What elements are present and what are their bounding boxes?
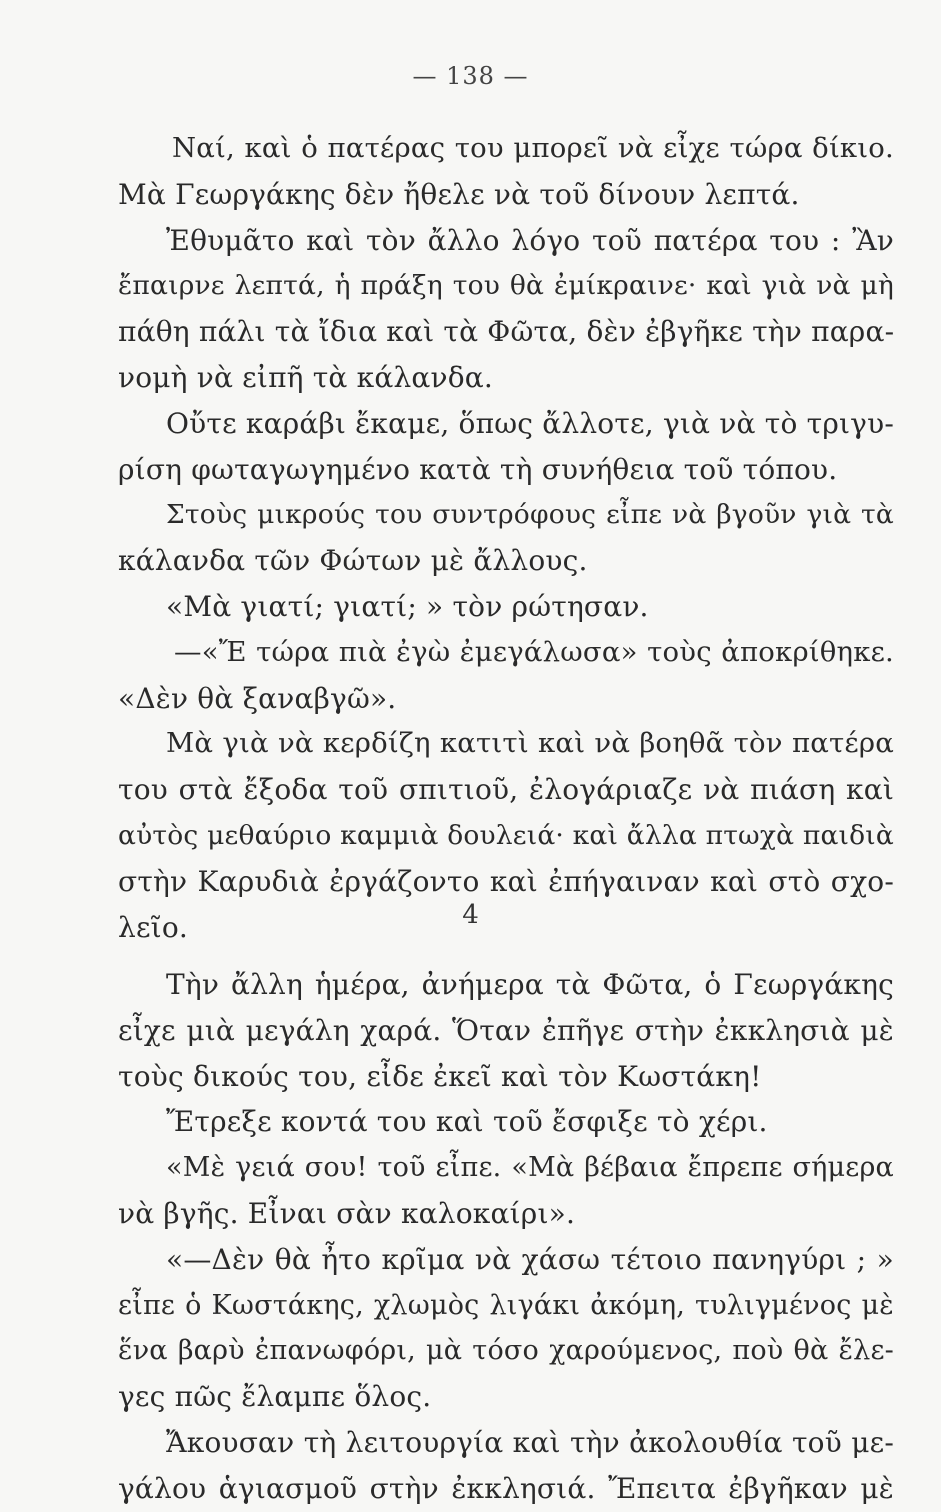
text-line: πάθη πάλι τὰ ἴδια καὶ τὰ Φῶτα, δὲν ἐβγῆκε τὴν παρα- xyxy=(118,315,895,349)
text-line: γάλου ἁγιασμοῦ στὴν ἐκκλησιά. Ἔπειτα ἐβγῆκαν μὲ xyxy=(118,1471,894,1505)
text-line: στὴν Καρυδιὰ ἐργάζοντο καὶ ἐπήγαιναν καὶ στὸ σχο- xyxy=(118,864,894,898)
text-line: Ἔτρεξε κοντά του καὶ τοῦ ἔσφιξε τὸ χέρι. xyxy=(166,1105,768,1139)
text-line: Ναί, καὶ ὁ πατέρας του μπορεῖ νὰ εἶχε τώρα δίκιο. xyxy=(172,132,894,164)
text-line: κάλανδα τῶν Φώτων μὲ ἄλλους. xyxy=(118,544,588,578)
text-line: ἔπαιρνε λεπτά, ἡ πράξη του θὰ ἐμίκραινε· καὶ γιὰ νὰ μὴ xyxy=(118,270,894,302)
text-line: αὐτὸς μεθαύριο καμμιὰ δουλειά· καὶ ἄλλα πτωχὰ παιδιὰ xyxy=(118,819,894,851)
text-line: του στὰ ἔξοδα τοῦ σπιτιοῦ, ἐλογάριαζε νὰ πιάση καὶ xyxy=(118,773,894,807)
text-line: —«Ἔ τώρα πιὰ ἐγὼ ἐμεγάλωσα» τοὺς ἀποκρίθηκε. xyxy=(174,635,894,668)
paragraph-block-2 xyxy=(118,962,894,1512)
text-line: νομὴ νὰ εἰπῆ τὰ κάλανδα. xyxy=(118,360,493,394)
text-line: ἕνα βαρὺ ἐπανωφόρι, μὰ τόσο χαρούμενος, ποὺ θὰ ἔλε- xyxy=(118,1335,894,1367)
text-line: Ἐθυμᾶτο καὶ τὸν ἄλλο λόγο τοῦ πατέρα του : Ἂν xyxy=(166,223,894,257)
text-line: «Δὲν θὰ ξαναβγῶ». xyxy=(118,681,397,715)
text-line: τοὺς δικούς του, εἶδε ἐκεῖ καὶ τὸν Κωστάκη! xyxy=(118,1059,762,1093)
text-line: «Μὲ γειά σου! τοῦ εἶπε. «Μὰ βέβαια ἔπρεπε σήμερα xyxy=(166,1152,894,1184)
text-line: ρίση φωταγωγημένο κατὰ τὴ συνήθεια τοῦ τόπου. xyxy=(118,452,838,486)
text-line: γες πῶς ἔλαμπε ὅλος. xyxy=(118,1380,432,1414)
section-number: 4 xyxy=(462,900,479,930)
text-line: Οὔτε καράβι ἔκαμε, ὅπως ἄλλοτε, γιὰ νὰ τὸ τριγυ- xyxy=(166,406,894,440)
paragraph-block-1 xyxy=(118,126,894,950)
text-line: Ἄκουσαν τὴ λειτουργία καὶ τὴν ἀκολουθία τοῦ με- xyxy=(166,1425,894,1459)
text-line: «Μὰ γιατί; γιατί; » τὸν ρώτησαν. xyxy=(166,589,649,623)
text-line: «—Δὲν θὰ ἦτο κρῖμα νὰ χάσω τέτοιο πανηγύρι ; » xyxy=(166,1242,894,1276)
text-line: Στοὺς μικρούς του συντρόφους εἶπε νὰ βγοῦν γιὰ τὰ xyxy=(166,499,894,531)
text-line: Μὰ γιὰ νὰ κερδίζη κατιτὶ καὶ νὰ βοηθᾶ τὸν πατέρα xyxy=(166,727,894,760)
text-line: νὰ βγῆς. Εἶναι σὰν καλοκαίρι». xyxy=(118,1196,576,1230)
text-line: Μὰ Γεωργάκης δὲν ἤθελε νὰ τοῦ δίνουν λεπτά. xyxy=(118,177,800,211)
text-line: λεῖο. xyxy=(118,910,188,944)
text-line: Τὴν ἄλλη ἡμέρα, ἀνήμερα τὰ Φῶτα, ὁ Γεωργάκης xyxy=(166,968,894,1001)
page-number: — 138 — xyxy=(412,62,529,90)
text-line: εἶχε μιὰ μεγάλη χαρά. Ὅταν ἐπῆγε στὴν ἐκκλησιὰ μὲ xyxy=(118,1013,894,1047)
text-line: εἶπε ὁ Κωστάκης, χλωμὸς λιγάκι ἀκόμη, τυλιγμένος μὲ xyxy=(118,1289,894,1321)
